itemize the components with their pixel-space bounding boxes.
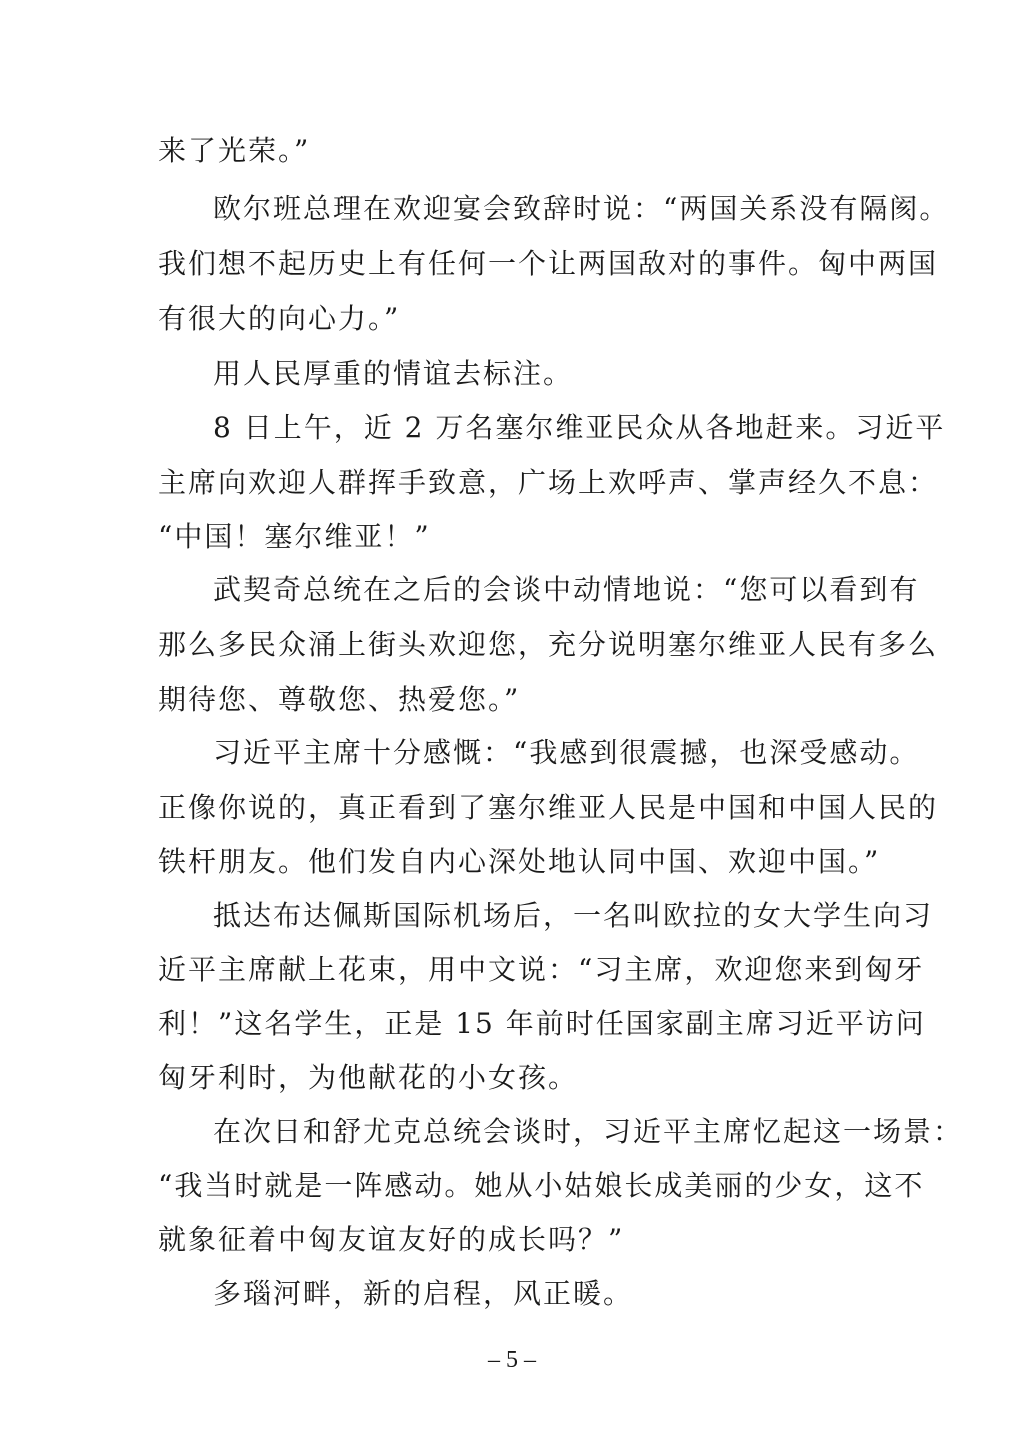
text-line: “我当时就是一阵感动。她从小姑娘长成美丽的少女，这不 (158, 1169, 925, 1202)
text-line: 近平主席献上花束，用中文说：“习主席，欢迎您来到匈牙 (158, 953, 925, 986)
text-line: 多瑙河畔，新的启程，风正暖。 (213, 1277, 634, 1310)
text-line: 正像你说的，真正看到了塞尔维亚人民是中国和中国人民的 (158, 791, 939, 824)
text-line: 在次日和舒尤克总统会谈时，习近平主席忆起这一场景： (213, 1115, 964, 1148)
text-line: 铁杆朋友。他们发自内心深处地认同中国、欢迎中国。” (158, 845, 881, 878)
text-line: 用人民厚重的情谊去标注。 (213, 357, 574, 390)
text-line: 欧尔班总理在欢迎宴会致辞时说：“两国关系没有隔阂。 (213, 192, 950, 225)
text-line: 来了光荣。” (158, 134, 311, 167)
text-line: 习近平主席十分感慨：“我感到很震撼，也深受感动。 (213, 736, 920, 769)
text-line: 匈牙利时，为他献花的小女孩。 (158, 1061, 579, 1094)
text-line: 我们想不起历史上有任何一个让两国敌对的事件。匈中两国 (158, 247, 939, 280)
text-line: 期待您、尊敬您、热爱您。” (158, 683, 521, 716)
text-line: 8 日上午，近 2 万名塞尔维亚民众从各地赶来。习近平 (213, 411, 946, 444)
page-number: – 5 – (488, 1347, 536, 1373)
text-line: “中国！塞尔维亚！” (158, 520, 431, 553)
text-line: 抵达布达佩斯国际机场后，一名叫欧拉的女大学生向习 (213, 899, 934, 932)
text-line: 武契奇总统在之后的会谈中动情地说：“您可以看到有 (213, 573, 920, 606)
text-line: 就象征着中匈友谊友好的成长吗？” (158, 1223, 625, 1256)
text-line: 那么多民众涌上街头欢迎您，充分说明塞尔维亚人民有多么 (158, 628, 939, 661)
text-line: 主席向欢迎人群挥手致意，广场上欢呼声、掌声经久不息： (158, 466, 939, 499)
text-line: 有很大的向心力。” (158, 302, 401, 335)
text-line: 利！”这名学生，正是 15 年前时任国家副主席习近平访问 (158, 1007, 926, 1040)
